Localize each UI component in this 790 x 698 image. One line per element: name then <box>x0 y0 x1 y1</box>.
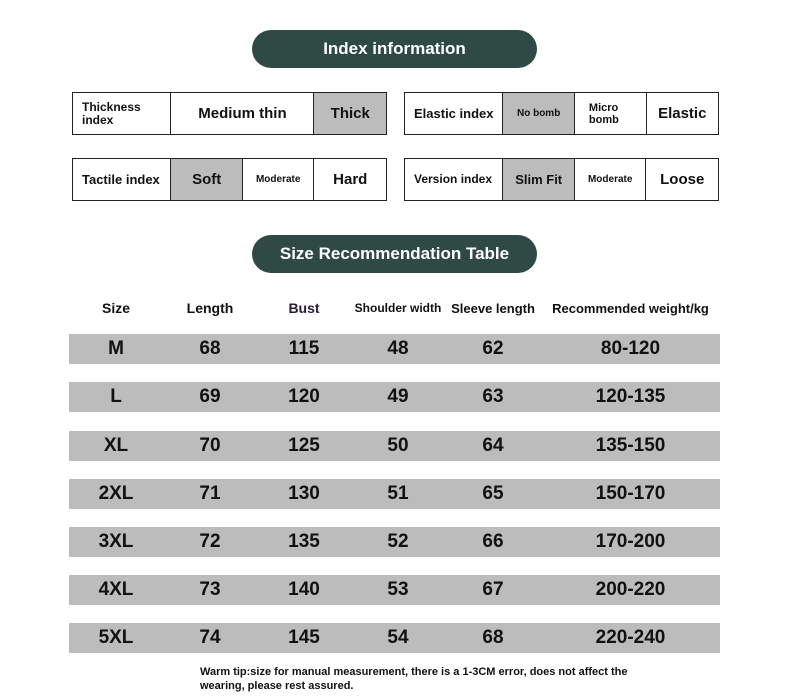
cell-sleeve: 63 <box>482 386 504 407</box>
table-row <box>69 382 720 412</box>
thickness-index-label: Thickness index <box>82 99 141 127</box>
cell-sleeve: 62 <box>482 338 504 359</box>
cell-shoulder: 54 <box>387 627 409 648</box>
size-recommendation-title: Size Recommendation Table <box>252 235 537 273</box>
thickness-option-thick: Thick <box>313 93 386 134</box>
cell-length: 72 <box>199 531 221 552</box>
header-sleeve-length: Sleeve length <box>451 300 535 316</box>
thickness-option-medium-thin: Medium thin <box>170 93 313 134</box>
index-information-title: Index information <box>252 30 537 68</box>
tactile-option-soft: Soft <box>170 159 242 200</box>
cell-size: 5XL <box>98 627 134 648</box>
tactile-index-table <box>72 158 387 201</box>
cell-bust: 120 <box>288 386 320 407</box>
cell-sleeve: 67 <box>482 579 504 600</box>
version-index-label: Version index <box>414 172 493 186</box>
warm-tip-note: Warm tip:size for manual measurement, there is a 1-3CM error, does not affect the wearing, please rest assured. <box>200 666 628 692</box>
tactile-option-hard: Hard <box>313 159 386 200</box>
cell-size: M <box>108 338 124 359</box>
cell-sleeve: 68 <box>482 627 504 648</box>
version-option-slim-fit: Slim Fit <box>502 159 574 200</box>
header-bust: Bust <box>288 300 320 316</box>
elastic-option-elastic: Elastic <box>646 93 719 134</box>
table-row <box>69 334 720 364</box>
thickness-index-table <box>72 92 387 135</box>
table-row <box>69 431 720 461</box>
cell-bust: 130 <box>288 483 320 504</box>
table-row <box>69 575 720 605</box>
cell-bust: 140 <box>288 579 320 600</box>
table-row <box>69 623 720 653</box>
cell-sleeve: 64 <box>482 435 504 456</box>
cell-shoulder: 52 <box>387 531 409 552</box>
cell-size: L <box>110 386 122 407</box>
cell-length: 71 <box>199 483 221 504</box>
cell-bust: 115 <box>288 338 320 359</box>
cell-weight: 150-170 <box>595 483 666 504</box>
cell-weight: 120-135 <box>595 386 666 407</box>
cell-shoulder: 51 <box>387 483 409 504</box>
cell-length: 70 <box>199 435 221 456</box>
cell-weight: 135-150 <box>595 435 666 456</box>
cell-sleeve: 66 <box>482 531 504 552</box>
cell-weight: 200-220 <box>595 579 666 600</box>
table-row <box>69 479 720 509</box>
elastic-option-micro-bomb: Micro bomb <box>574 93 646 134</box>
version-option-loose: Loose <box>645 159 718 200</box>
cell-size: XL <box>103 435 129 456</box>
header-recommended-weight: Recommended weight/kg <box>552 300 709 316</box>
cell-size: 2XL <box>98 483 134 504</box>
elastic-index-table <box>404 92 719 135</box>
version-index-table <box>404 158 719 201</box>
size-table-header <box>69 290 720 326</box>
cell-bust: 145 <box>288 627 320 648</box>
elastic-option-no-bomb: No bomb <box>502 93 574 134</box>
cell-weight: 80-120 <box>600 338 661 359</box>
cell-shoulder: 53 <box>387 579 409 600</box>
cell-size: 3XL <box>98 531 134 552</box>
cell-shoulder: 48 <box>387 338 409 359</box>
header-length: Length <box>186 300 234 316</box>
cell-sleeve: 65 <box>482 483 504 504</box>
tactile-option-moderate: Moderate <box>242 159 314 200</box>
cell-length: 73 <box>199 579 221 600</box>
cell-bust: 125 <box>288 435 320 456</box>
cell-length: 74 <box>199 627 221 648</box>
header-shoulder-width: Shoulder width <box>354 300 442 315</box>
cell-length: 69 <box>199 386 221 407</box>
header-size: Size <box>101 300 130 316</box>
elastic-index-label: Elastic index <box>414 106 494 121</box>
tactile-index-label: Tactile index <box>82 172 160 187</box>
cell-weight: 170-200 <box>595 531 666 552</box>
cell-length: 68 <box>199 338 221 359</box>
table-row <box>69 527 720 557</box>
cell-bust: 135 <box>288 531 320 552</box>
cell-shoulder: 50 <box>387 435 409 456</box>
cell-shoulder: 49 <box>387 386 409 407</box>
cell-weight: 220-240 <box>595 627 666 648</box>
version-option-moderate: Moderate <box>574 159 646 200</box>
cell-size: 4XL <box>98 579 134 600</box>
